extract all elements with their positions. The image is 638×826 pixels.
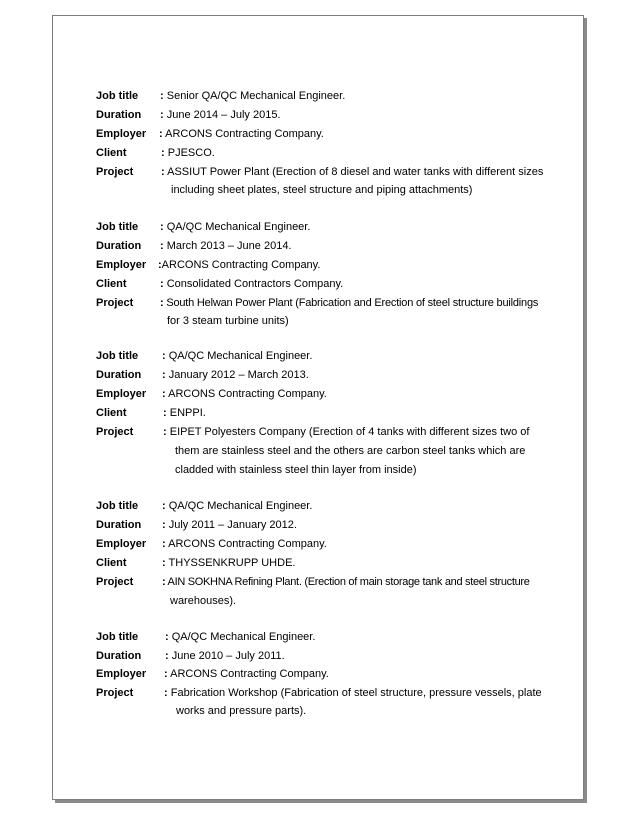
field-value: AIN SOKHNA Refining Plant. (Erection of main storage tank and steel structure bbox=[167, 576, 530, 588]
colon: : bbox=[164, 668, 168, 680]
field-label: Job title bbox=[96, 90, 139, 102]
field-value: June 2010 – July 2011. bbox=[171, 650, 285, 662]
field-label: Employer bbox=[96, 668, 147, 680]
colon: : bbox=[160, 240, 164, 252]
field-label: Job title bbox=[96, 631, 139, 643]
colon: : bbox=[162, 350, 166, 362]
field-value: Consolidated Contractors Company. bbox=[166, 278, 344, 290]
field-value: July 2011 – January 2012. bbox=[168, 519, 297, 531]
field-value: QA/QC Mechanical Engineer. bbox=[168, 350, 313, 362]
field-label: Duration bbox=[96, 240, 142, 252]
field-value: March 2013 – June 2014. bbox=[166, 240, 292, 252]
field-label: Project bbox=[96, 297, 134, 309]
colon: : bbox=[163, 407, 167, 419]
colon: : bbox=[162, 369, 166, 381]
colon: : bbox=[160, 297, 164, 309]
colon: : bbox=[162, 538, 166, 550]
entry-2-project-line2: for 3 steam turbine units) bbox=[167, 315, 289, 327]
field-label: Employer bbox=[96, 388, 147, 400]
field-value: January 2012 – March 2013. bbox=[168, 369, 309, 381]
field-value: ARCONS Contracting Company. bbox=[165, 128, 324, 140]
field-label: Client bbox=[96, 147, 127, 159]
field-label: Duration bbox=[96, 519, 142, 531]
field-value: South Helwan Power Plant (Fabrication and Erection of steel structure buildings bbox=[166, 297, 539, 309]
field-label: Client bbox=[96, 557, 127, 569]
colon: : bbox=[162, 388, 166, 400]
colon: : bbox=[158, 259, 162, 271]
field-label: Project bbox=[96, 576, 134, 588]
field-label: Client bbox=[96, 278, 127, 290]
field-label: Employer bbox=[96, 128, 147, 140]
field-label: Project bbox=[96, 687, 134, 699]
field-value: June 2014 – July 2015. bbox=[166, 109, 281, 121]
field-value: Fabrication Workshop (Fabrication of steel structure, pressure vessels, plate bbox=[170, 687, 542, 699]
colon: : bbox=[163, 426, 167, 438]
field-value: ARCONS Contracting Company. bbox=[168, 388, 327, 400]
field-label: Job title bbox=[96, 221, 139, 233]
colon: : bbox=[160, 221, 164, 233]
field-value: QA/QC Mechanical Engineer. bbox=[171, 631, 316, 643]
field-value: THYSSENKRUPP UHDE. bbox=[168, 557, 296, 569]
field-label: Employer bbox=[96, 538, 147, 550]
field-label: Job title bbox=[96, 350, 139, 362]
colon: : bbox=[164, 687, 168, 699]
field-value: ASSIUT Power Plant (Erection of 8 diesel and water tanks with different sizes bbox=[167, 166, 544, 178]
field-value: ARCONS Contracting Company. bbox=[161, 259, 321, 271]
field-label: Job title bbox=[96, 500, 139, 512]
field-label: Duration bbox=[96, 369, 142, 381]
colon: : bbox=[162, 519, 166, 531]
entry-1-project-line2: including sheet plates, steel structure and piping attachments) bbox=[171, 184, 473, 196]
entry-3-project-line2: them are stainless steel and the others are carbon steel tanks which are bbox=[175, 445, 526, 457]
field-value: ENPPI. bbox=[169, 407, 206, 419]
field-label: Project bbox=[96, 166, 134, 178]
field-value: EIPET Polyesters Company (Erection of 4 tanks with different sizes two of bbox=[169, 426, 530, 438]
field-value: QA/QC Mechanical Engineer. bbox=[166, 221, 311, 233]
colon: : bbox=[160, 90, 164, 102]
field-label: Client bbox=[96, 407, 127, 419]
field-value: QA/QC Mechanical Engineer. bbox=[168, 500, 313, 512]
colon: : bbox=[160, 278, 164, 290]
field-label: Project bbox=[96, 426, 134, 438]
colon: : bbox=[162, 557, 166, 569]
entry-5-project-line2: works and pressure parts). bbox=[176, 705, 307, 717]
entry-3-project-line3: cladded with stainless steel thin layer from inside) bbox=[175, 464, 417, 476]
field-value: ARCONS Contracting Company. bbox=[168, 538, 327, 550]
field-value: PJESCO. bbox=[167, 147, 215, 159]
field-label: Duration bbox=[96, 109, 142, 121]
colon: : bbox=[159, 128, 163, 140]
entry-4-project-line2: warehouses). bbox=[170, 595, 237, 607]
field-label: Duration bbox=[96, 650, 142, 662]
colon: : bbox=[162, 576, 166, 588]
colon: : bbox=[161, 166, 165, 178]
field-value: ARCONS Contracting Company. bbox=[170, 668, 329, 680]
colon: : bbox=[161, 147, 165, 159]
field-label: Employer bbox=[96, 259, 147, 271]
colon: : bbox=[165, 631, 169, 643]
field-value: Senior QA/QC Mechanical Engineer. bbox=[166, 90, 346, 102]
colon: : bbox=[160, 109, 164, 121]
colon: : bbox=[162, 500, 166, 512]
colon: : bbox=[165, 650, 169, 662]
